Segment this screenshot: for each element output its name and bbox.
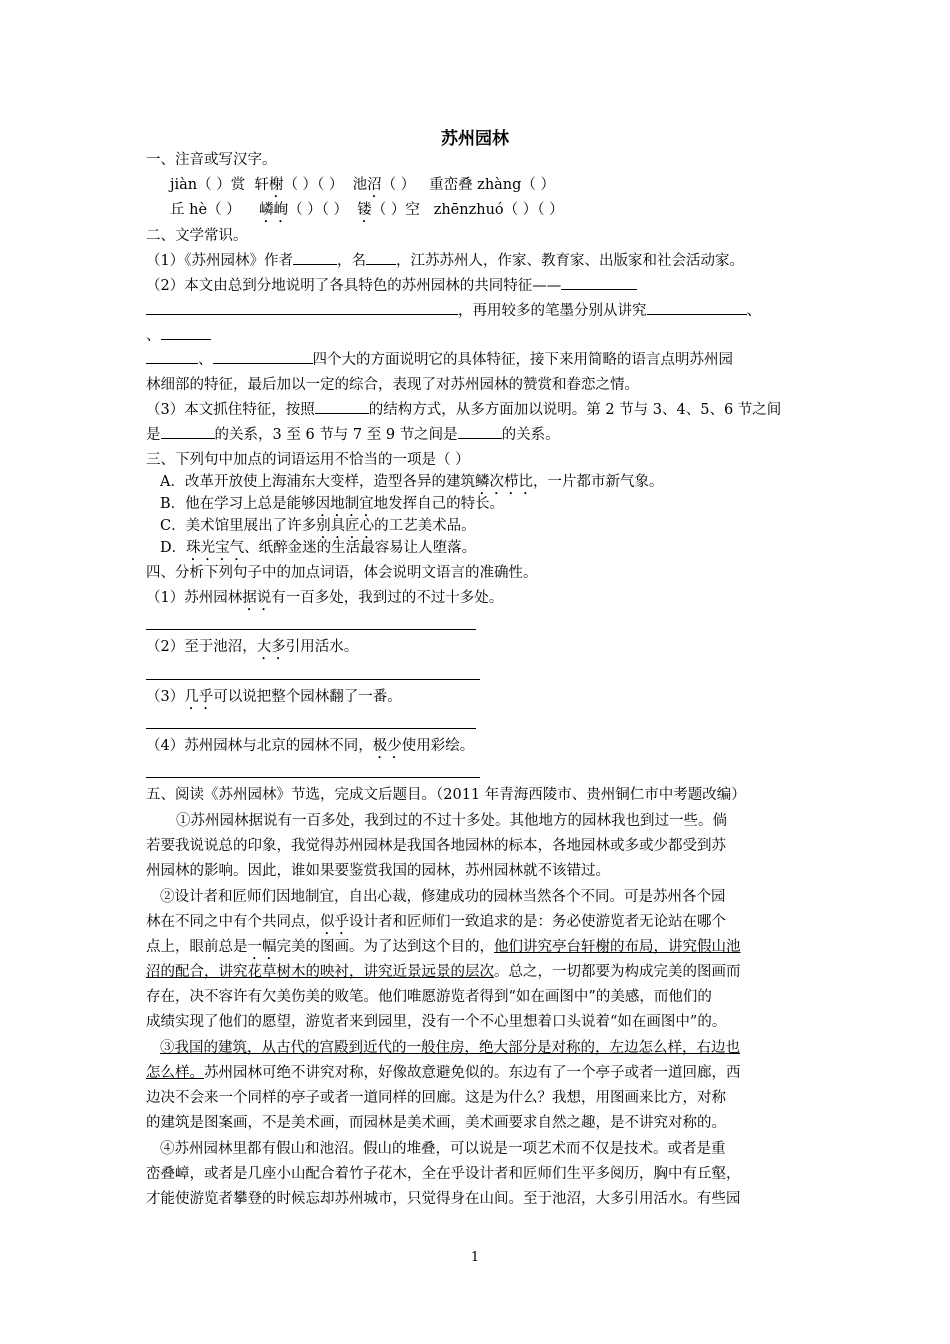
p2-l3-pre: 点上，眼前总是	[146, 939, 248, 955]
item-zhao-blank: （ ）	[381, 177, 416, 193]
s4-q3-pre: （3）	[146, 689, 185, 705]
s4-q2-pre: （2）至于池沼，	[146, 639, 257, 655]
dotted-char-zhao: 沼	[367, 177, 382, 193]
pinyin-row-2	[170, 199, 564, 226]
s4-q1-post: 有一百多处，我到过的不过十多处。	[271, 590, 504, 606]
option-c-pre: C．美术馆里展出了许多	[160, 518, 317, 534]
blank-structure[interactable]	[315, 399, 369, 414]
s4-q1	[146, 587, 503, 614]
blank-name[interactable]	[366, 250, 396, 265]
para-2-line-2	[146, 911, 726, 938]
p2-l2-post: 设计者和匠师们一致追求的是：务必使游览者无论站在哪个	[349, 914, 726, 930]
p2-l2-pre: 林在不同之中有个共同点，	[146, 914, 320, 930]
blank-aspect-3[interactable]	[146, 349, 198, 364]
item-zhang: 重峦叠 zhàng（ ）	[429, 177, 556, 193]
s2-q2-line4	[146, 349, 733, 371]
s2-q3-line1	[146, 399, 781, 421]
item-zhenzhuo: zhēnzhuó（ ）（ ）	[433, 202, 564, 218]
option-d-post: 、纸醉金迷的生活最容易让人堕落。	[244, 540, 477, 556]
para-4-line-3: 才能使游览者攀登的时候忘却苏州城市，只觉得身在山间。至于池沼，大多引用活水。有些园	[146, 1191, 741, 1207]
s2-q1-text-a: （1）《苏州园林》作者	[146, 253, 293, 269]
s2-q3-text-e: 的关系。	[501, 427, 560, 443]
s4-q4-dotted: 极少	[372, 738, 402, 754]
para-1-line-2: 若要我说说总的印象，我觉得苏州园林是我国各地园林的标本，各地园林或多或少都受到苏	[146, 838, 726, 854]
para-2-line-5: 存在，决不容许有欠美伤美的败笔。他们唯愿游览者得到“如在画图中”的美感，而他们的	[146, 989, 712, 1005]
answer-line-4[interactable]	[146, 777, 480, 778]
p2-l3-mid: 完美的图画。为了达到这个目的，	[276, 939, 494, 955]
item-lou-blank: （ ）空	[371, 202, 420, 218]
para-2-line-6: 成绩实现了他们的愿望，游览者来到园里，没有一个不心里想着口头说着“如在画图中”的。	[146, 1014, 727, 1030]
blank-relation-1[interactable]	[161, 424, 215, 439]
s2-q3-text-b: 的结构方式，从多方面加以说明。第 2 节与 3、4、5、6 节之间	[368, 402, 782, 418]
blank-aspect-2[interactable]	[161, 325, 211, 340]
s2-q2-text-c: 、	[746, 303, 761, 319]
para-2-line-1: ②设计者和匠师们因地制宜，自出心裁，修建成功的园林当然各个不同。可是苏州各个园	[160, 889, 726, 905]
s4-q2-dotted: 大多	[256, 639, 286, 655]
answer-line-1[interactable]	[146, 629, 476, 630]
para-2-line-3	[146, 936, 741, 963]
section-3-heading: 三、下列句中加点的词语运用不恰当的一项是（ ）	[146, 452, 470, 468]
s4-q1-pre: （1）苏州园林	[146, 590, 243, 606]
option-a-post: ，一片都市新气象。	[532, 474, 664, 490]
s4-q2	[146, 636, 358, 663]
blank-feature-2[interactable]	[146, 300, 458, 315]
s2-q3-text-a: （3）本文抓住特征，按照	[146, 402, 315, 418]
s2-q2-text-d: 、	[146, 328, 161, 344]
p2-l3-dotted: 一幅	[247, 939, 277, 955]
para-3-line-3: 边决不会来一个同样的亭子或者一道同样的回廊。这是为什么？我想，用图画来比方，对称	[146, 1090, 726, 1106]
s2-q1-text-c: ，江苏苏州人，作家、教育家、出版家和社会活动家。	[395, 253, 744, 269]
option-c-post: 的工艺美术品。	[374, 518, 476, 534]
item-jian: jiàn（ ）赏	[170, 177, 246, 193]
dotted-char-xun: 峋	[273, 202, 289, 218]
s2-q2-line5: 林细部的特征，最后加以一定的综合，表现了对苏州园林的赞赏和眷恋之情。	[146, 377, 639, 393]
s2-q3-line2	[146, 424, 560, 446]
para-3-line-4: 的建筑是图案画，不是美术画，而园林是美术画，美术画要求自然之趣，是不讲究对称的。	[146, 1115, 726, 1131]
option-b-pre: B．他在学习上总是能够	[160, 496, 316, 512]
s2-q2-line2	[146, 300, 761, 322]
para-1-line-1: ①苏州园林据说有一百多处，我到过的不过十多处。其他地方的园林我也到过一些。倘	[176, 813, 727, 829]
para-3-line-1	[160, 1037, 740, 1059]
s4-q4-pre: （4）苏州园林与北京的园林不同，	[146, 738, 373, 754]
page-title: 苏州园林	[441, 129, 509, 149]
s2-q2-text-a: （2）本文由总到分地说明了各具特色的苏州园林的共同特征——	[146, 278, 562, 294]
p2-l4-underlined: 沼的配合，讲究花草树木的映衬，讲究近景远景的层次	[146, 964, 494, 980]
char-chi: 池	[352, 177, 368, 193]
s2-q2-line3	[146, 325, 211, 347]
dotted-char-xie: 榭	[268, 177, 284, 193]
pinyin-row-1	[170, 174, 555, 201]
item-he: 丘 hè（ ）	[170, 202, 241, 218]
option-d	[160, 537, 476, 564]
s2-q3-text-d: 的关系，3 至 6 节与 7 至 9 节之间是	[214, 427, 458, 443]
p2-l4-post: 。总之，一切都要为构成完美的图画而	[494, 964, 741, 980]
s4-q3	[146, 686, 402, 713]
p2-l2-dotted: 似乎	[320, 914, 349, 930]
option-d-pre: D．	[160, 540, 187, 556]
item-xie-blanks: （ ）（ ）	[283, 177, 344, 193]
blank-feature-1[interactable]	[561, 275, 637, 290]
para-2-line-4	[146, 961, 741, 983]
option-b-dotted: 因地制宜	[315, 496, 374, 512]
s4-q3-post: 可以说把整个园林翻了一番。	[213, 689, 402, 705]
s4-q2-post: 引用活水。	[285, 639, 359, 655]
s2-q3-text-c: 是	[146, 427, 161, 443]
answer-line-3[interactable]	[146, 728, 476, 729]
para-1-line-3: 州园林的影响。因此，谁如果要鉴赏我国的园林，苏州园林就不该错过。	[146, 863, 610, 879]
section-2-heading: 二、文学常识。	[146, 228, 248, 244]
dotted-char-lou: 镂	[357, 202, 372, 218]
s2-q1-text-b: ，名	[336, 253, 366, 269]
s2-q1	[146, 250, 744, 272]
section-4-heading: 四、分析下列句子中的加点词语，体会说明文语言的准确性。	[146, 565, 538, 581]
char-xuan: 轩	[254, 177, 269, 193]
dotted-char-lin: 嶙	[259, 202, 274, 218]
blank-relation-2[interactable]	[458, 424, 502, 439]
p3-l1-underlined: ③我国的建筑，从古代的宫殿到近代的一般住房，绝大部分是对称的，左边怎么样，右边也	[160, 1040, 740, 1056]
blank-author[interactable]	[293, 250, 337, 265]
s4-q3-dotted: 几乎	[184, 689, 214, 705]
para-3-line-2	[146, 1062, 741, 1084]
para-4-line-2: 峦叠嶂，或者是几座小山配合着竹子花木，全在乎设计者和匠师们生平多阅历，胸中有丘壑，	[146, 1166, 741, 1182]
blank-aspect-4[interactable]	[213, 349, 313, 364]
answer-line-2[interactable]	[146, 679, 480, 680]
page-number: 1	[470, 1250, 480, 1265]
p3-l2-post: 苏州园林可绝不讲究对称，好像故意避免似的。东边有了一个亭子或者一道回廊，西	[204, 1065, 741, 1081]
p2-l3-underlined: 他们讲究亭台轩榭的布局，讲究假山池	[494, 939, 741, 955]
option-d-dotted: 珠光宝气	[186, 540, 245, 556]
s4-q1-dotted: 据说	[242, 590, 272, 606]
option-a-dotted: 鳞次栉比	[474, 474, 533, 490]
item-linxun-blanks: （ ）（ ）	[288, 202, 349, 218]
section-1-heading: 一、注音或写汉字。	[146, 152, 277, 168]
para-4-line-1: ④苏州园林里都有假山和池沼。假山的堆叠，可以说是一项艺术而不仅是技术。或者是重	[160, 1141, 726, 1157]
s2-q2-line1	[146, 275, 637, 297]
option-c-dotted: 别具匠心	[316, 518, 375, 534]
p3-l2-underlined: 怎么样。	[146, 1065, 204, 1081]
s2-q2-text-b: ，再用较多的笔墨分别从讲究	[458, 303, 647, 319]
s2-q2-text-e: 四个大的方面说明它的具体特征，接下来用简略的语言点明苏州园	[312, 352, 733, 368]
section-5-heading: 五、阅读《苏州园林》节选，完成文后题目。（2011 年青海西陵市、贵州铜仁市中考题改编）	[146, 787, 746, 803]
s2-q2-text-d2: 、	[198, 352, 213, 368]
option-a-pre: A．改革开放使上海浦东大变样，造型各异的建筑	[160, 474, 475, 490]
s4-q4-post: 使用彩绘。	[401, 738, 475, 754]
s4-q4	[146, 735, 474, 762]
option-b-post: 地发挥自己的特长。	[373, 496, 505, 512]
blank-aspect-1[interactable]	[647, 300, 747, 315]
